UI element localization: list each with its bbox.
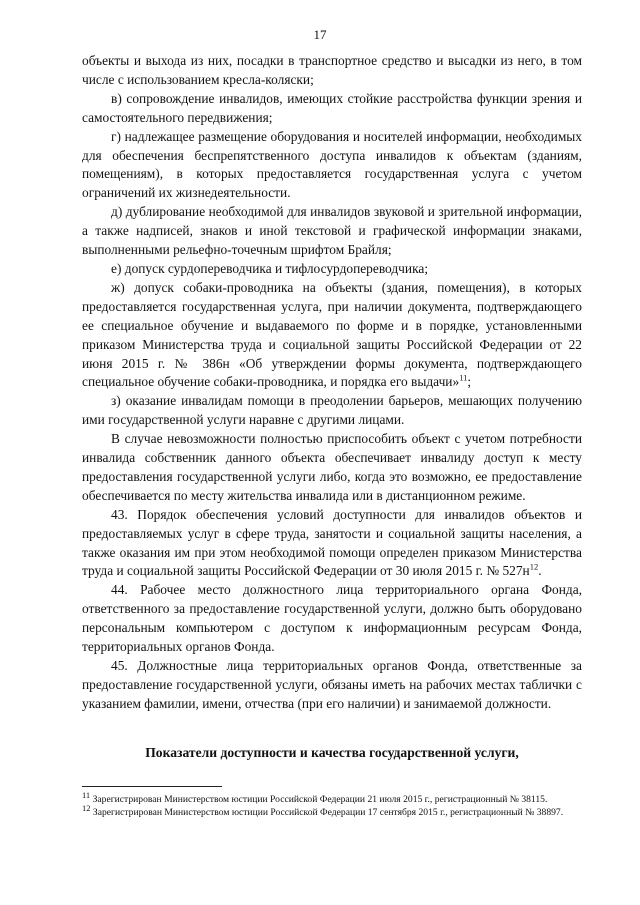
paragraph-item-e: е) допуск сурдопереводчика и тифлосурдопереводчика; [111, 260, 429, 276]
footnote-mark: 12 [82, 802, 91, 813]
footnotes [82, 789, 582, 819]
paragraph-item-v: в) сопровождение инвалидов, имеющих стойкие расстройства функции зрения и самостоятельного передвижения; [82, 90, 582, 125]
paragraph-43-text: 43. Порядок обеспечения условий доступности для инвалидов объектов и предоставляемых услуг в сфере труда, занятости и социальной защиты населения, а также оказания им при этом необходимой помощи определен приказом Министерства труда и социальной защиты Российской Федерации от 30 июля 2015 г. № 527н [82, 506, 582, 579]
page-number: 17 [313, 27, 327, 42]
footnote-divider [82, 786, 222, 787]
paragraph-item-g: г) надлежащее размещение оборудования и носителей информации, необходимых для обеспечения беспрепятственного доступа инвалидов к объектам (зданиям, помещениям), в которых предоставляется государственная услуга с учетом ограничений их жизнедеятельности. [82, 128, 582, 201]
footnote-11 [82, 789, 582, 806]
footnote-12 [82, 802, 582, 819]
footnote-text: Зарегистрирован Министерством юстиции Российской Федерации 17 сентября 2015 г., регистрационный № 38897. [92, 807, 564, 818]
footnote-mark: 11 [82, 789, 91, 800]
section-heading: Показатели доступности и качества государственной услуги, [145, 745, 519, 760]
paragraph-43 [82, 506, 582, 582]
footnote-ref-12: 12 [529, 562, 539, 572]
footnote-text: Зарегистрирован Министерством юстиции Российской Федерации 21 июля 2015 г., регистрационный № 38115. [92, 794, 548, 805]
paragraph-45: 45. Должностные лица территориальных органов Фонда, ответственные за предоставление государственной услуги, обязаны иметь на рабочих местах таблички с указанием фамилии, имени, отчества (при его наличии) и занимаемой должности. [82, 658, 582, 711]
paragraph-impossibility: В случае невозможности полностью приспособить объект с учетом потребности инвалида собственник данного объекта обеспечивает инвалиду доступ к месту предоставления государственной услуги либо, когда это возможно, ее предоставление обеспечивается по месту жительства инвалида или в дистанционном режиме. [82, 431, 582, 503]
footnote-ref-11: 11 [459, 372, 468, 383]
paragraph-item-d: д) дублирование необходимой для инвалидов звуковой и зрительной информации, а также надписей, знаков и иной текстовой и графической информации знаками, выполненными рельефно-точечным шрифтом Брайля; [82, 204, 582, 258]
paragraph-item-zh [82, 279, 582, 392]
paragraph-continuation: объекты и выхода из них, посадки в транспортное средство и высадки из него, в том числе с использованием кресла-коляски; [82, 53, 582, 87]
paragraph-item-zh-end: ; [467, 374, 472, 390]
paragraph-item-zh-text: ж) допуск собаки-проводника на объекты (здания, помещения), в которых предоставляется государственная услуга, при наличии документа, подтверждающего ее специальное обучение и выдаваемого по форме и в порядке, установленными приказом Министерства труда и социальной защиты Российской Федерации от 22 июня 2015 г. № 386н «Об утверждении формы документа, подтверждающего специальное обучение собаки-проводника, и порядка его выдачи» [82, 279, 582, 390]
paragraph-item-z: з) оказание инвалидам помощи в преодолении барьеров, мешающих получению ими государственной услуги наравне с другими лицами. [82, 393, 582, 428]
document-body [82, 52, 582, 714]
paragraph-43-end: . [538, 563, 542, 579]
paragraph-44: 44. Рабочее место должностного лица территориального органа Фонда, ответственного за предоставление государственной услуги, должно быть оборудовано персональным компьютером с доступом к информационным ресурсам Фонда, территориальных органов Фонда. [82, 582, 582, 655]
